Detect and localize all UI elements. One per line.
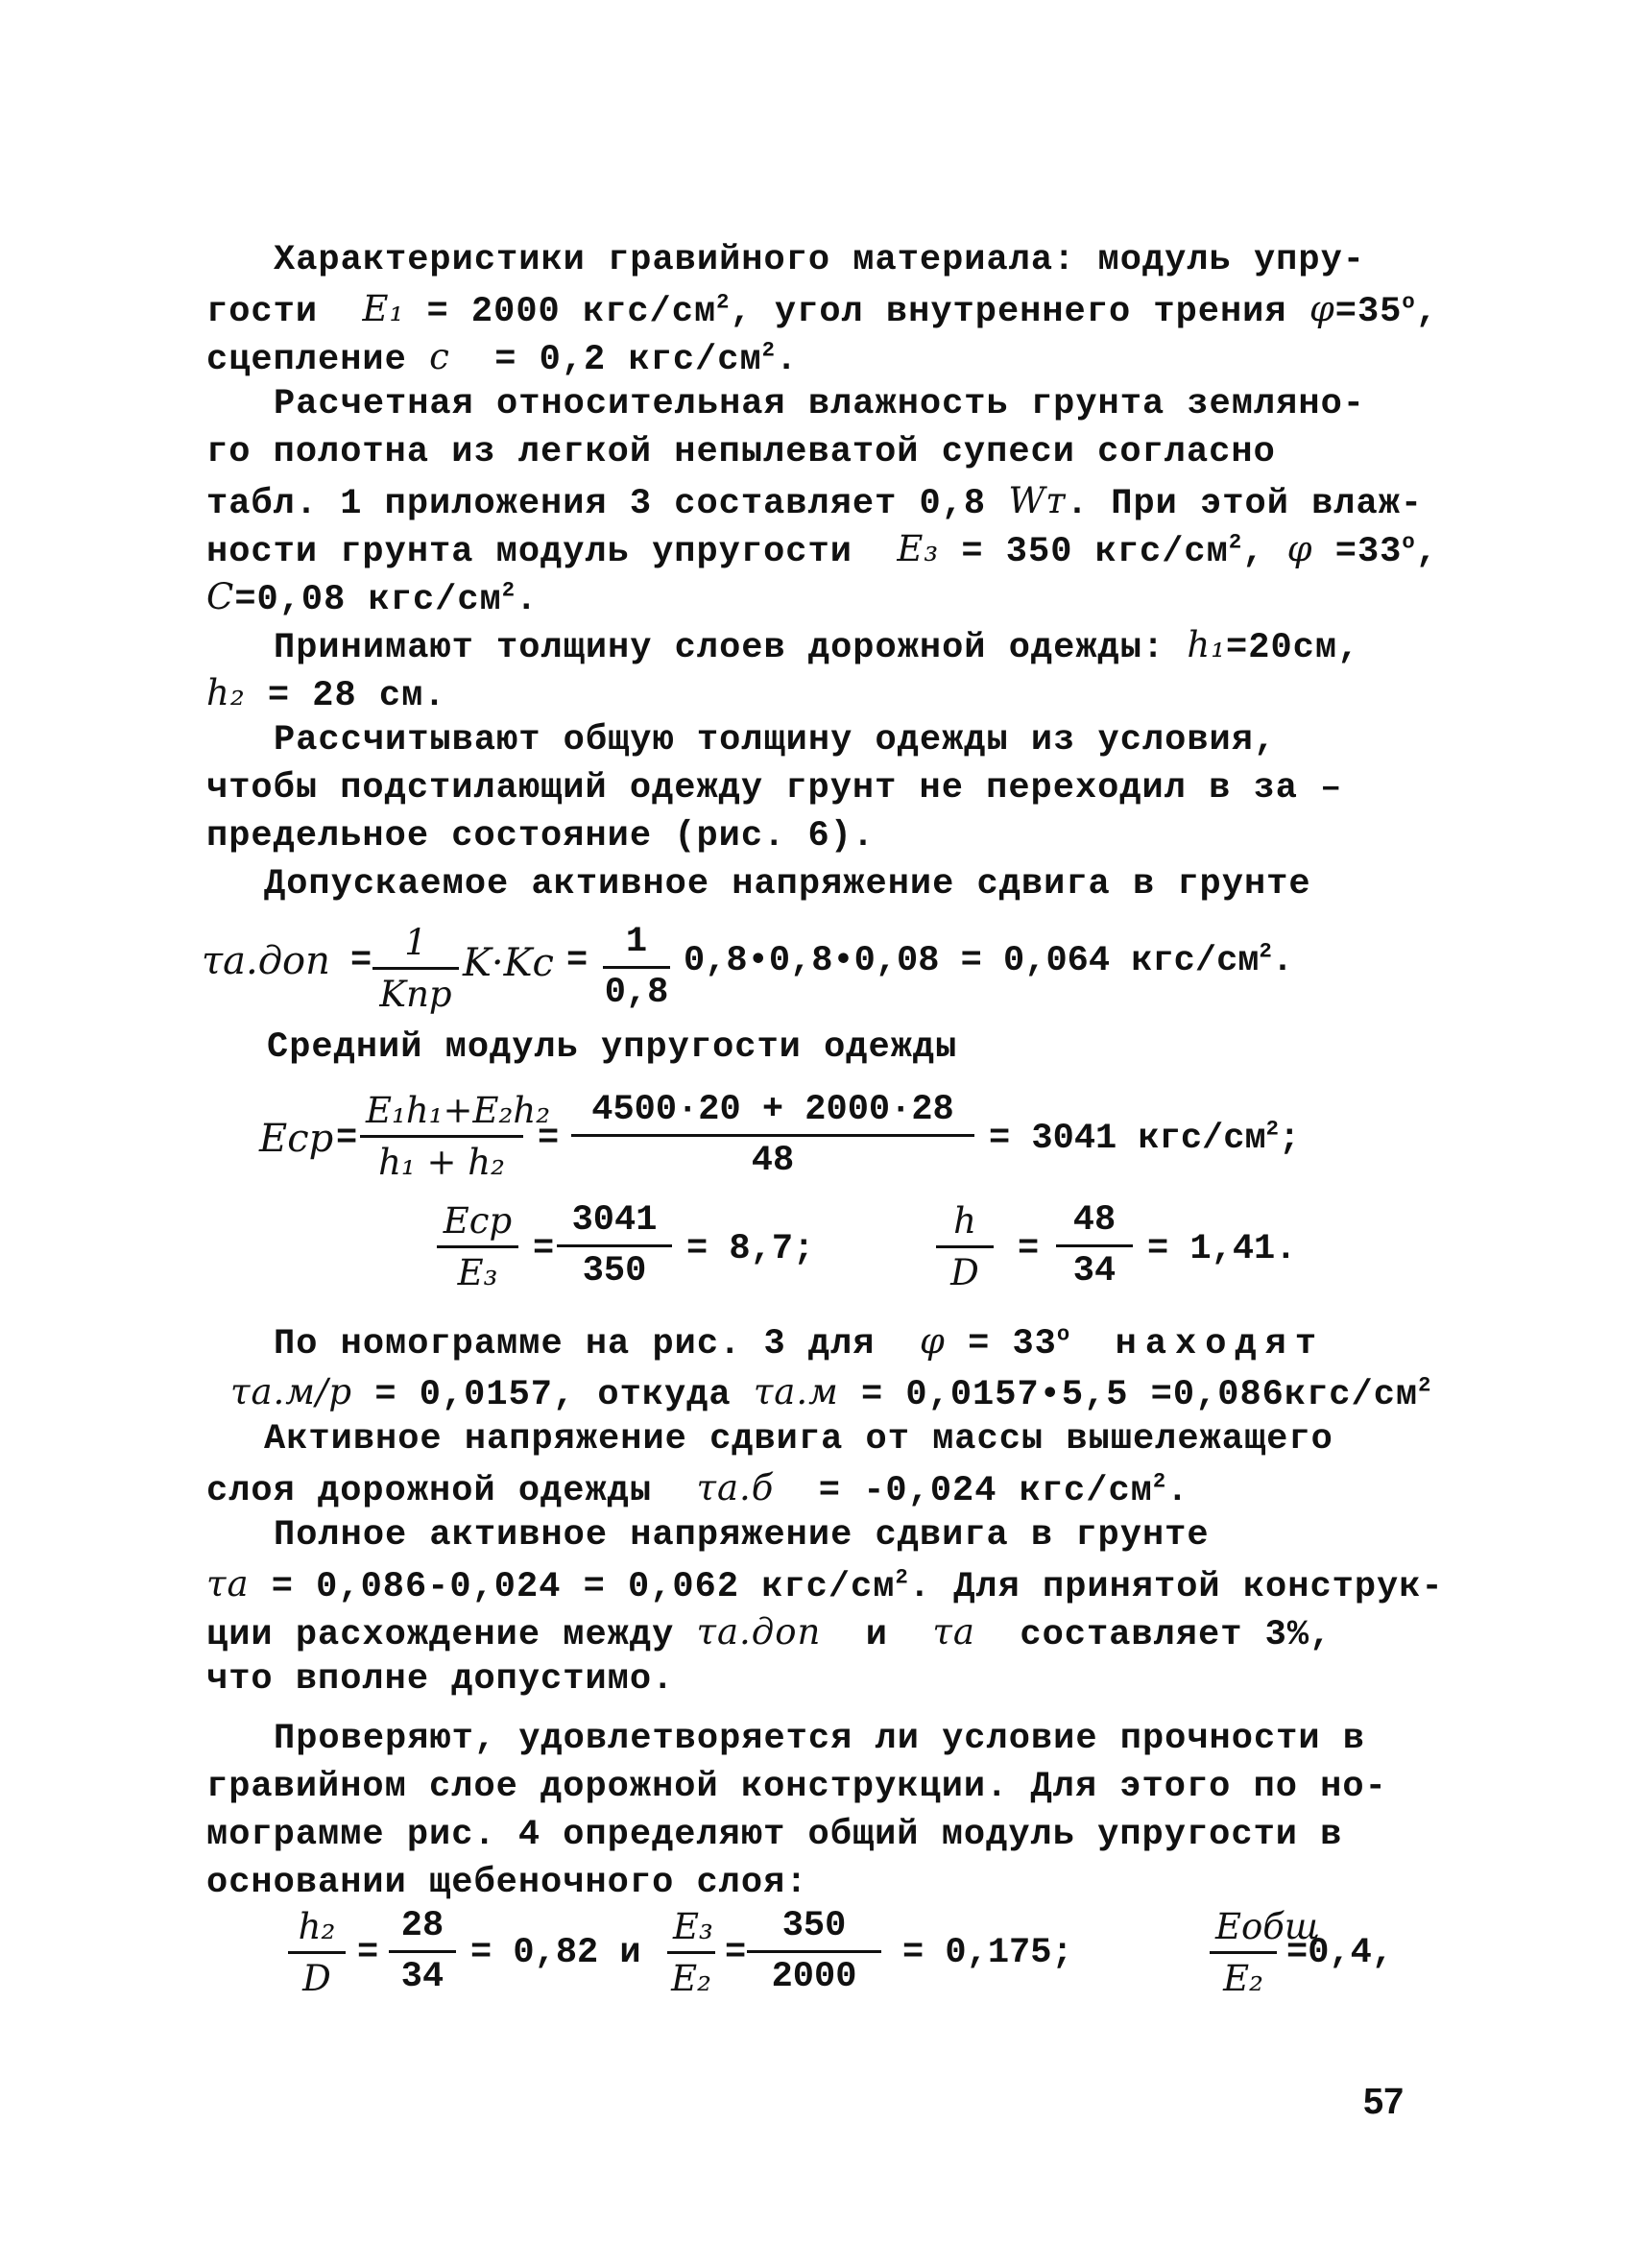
fraction: $\frac{4500\cdot 20 + 2000\cdot 28}{48}$	[571, 1090, 974, 1181]
text-line: сцепление c = 0,2 кгс/$см^2$.	[206, 336, 799, 380]
text-line: Допускаемое активное напряжение сдвига в грунте	[264, 864, 1311, 905]
text-line: Полное активное напряжение сдвига в грунте	[274, 1515, 1210, 1556]
fraction: 1 Kпр	[372, 922, 459, 1015]
fraction: Eобщ E₂	[1210, 1906, 1277, 1999]
equation-tau-adop: τa.доп = 1 Kпр K·Kc = $\frac{1}{0,8}$ 0,8•0,8•0,08 = 0,064 кгс/$см^2$.	[202, 922, 1294, 1015]
text-line: табл. 1 приложения 3 составляет 0,8 Wᴛ. При этой влаж-	[206, 480, 1424, 524]
fraction: $\frac{48}{34}$	[1056, 1200, 1133, 1291]
text-line: что вполне допустимо.	[206, 1659, 675, 1700]
fraction: $\frac{28}{34}$	[389, 1906, 456, 1997]
text-line: ности грунта модуль упругости E₃ = 350 кгс/$см^2$, $\varphi =33^o$,	[206, 528, 1438, 572]
text-line: Проверяют, удовлетворяется ли условие прочности в	[274, 1719, 1365, 1759]
text-line: слоя дорожной одежды τa.б = -0,024 кгс/$см^2$.	[206, 1467, 1189, 1511]
text-line: гравийном слое дорожной конструкции. Для этого по но-	[206, 1767, 1387, 1807]
fraction: Eср E₃	[437, 1200, 518, 1293]
fraction: $\frac{h}{D}$	[936, 1200, 994, 1293]
equation-ratios: Eср E₃ = $\frac{3041}{350}$ = 8,7; $\frac{h}{D}$ = $\frac{48}{34}$ = 1,41.	[437, 1200, 1445, 1315]
text-line: τa = 0,086-0,024 = 0,062 кгс/$см^2$. Для принятой конструк-	[206, 1563, 1444, 1607]
text-line: основании щебеночного слоя:	[206, 1863, 808, 1903]
equation-ecp: Eср = $\frac{\text{E₁h₁+E₂h₂}}{\text{h₁ + h₂}}$ = $\frac{4500\cdot 20 + 2000\cdot 28}{48}$ = 3041 кгс/$см^2$;	[259, 1090, 1301, 1183]
text-line: Активное напряжение сдвига от массы вышележащего	[264, 1419, 1333, 1460]
text-line: гости E₁ = 2000 кгс/$см^2$, угол внутреннего трения $\varphi=35^o$,	[206, 288, 1438, 332]
text-line: Характеристики гравийного материала: модуль упру-	[274, 240, 1365, 280]
text-line: чтобы подстилающий одежду грунт не переходил в за –	[206, 768, 1343, 808]
text-line: h₂ = 28 см.	[206, 672, 446, 716]
page-number: 57	[1363, 2082, 1405, 2122]
text-line: предельное состояние (рис. 6).	[206, 816, 876, 857]
fraction: $\frac{\text{E₁h₁+E₂h₂}}{\text{h₁ + h₂}}$	[360, 1090, 523, 1183]
text-line: C=0,08 кгс/$см^2$.	[206, 576, 539, 620]
fraction: $\frac{\text{E₃}}{\text{E₂}}$	[667, 1906, 715, 1999]
text-line: Рассчитывают общую толщину одежды из условия,	[274, 720, 1277, 760]
text-line: Принимают толщину слоев дорожной одежды: h₁=20см,	[274, 624, 1360, 668]
fraction: $\frac{\text{h₂}}{D}$	[288, 1906, 346, 1999]
text-line: мограмме рис. 4 определяют общий модуль упругости в	[206, 1815, 1343, 1855]
equation-modulus-ratios: $\frac{\text{h₂}}{D}$ = $\frac{28}{34}$ = 0,82 и $\frac{\text{E₃}}{\text{E₂}}$ = $\frac{350}{2000}$ = 0,175; Eобщ E₂ =0,4,	[288, 1906, 1440, 2012]
text-line: Расчетная относительная влажность грунта земляно-	[274, 384, 1365, 424]
text-line: τa.м/p = 0,0157, откуда τa.м = 0,0157•5,5 $=0,086кгс/см^2$	[230, 1371, 1432, 1415]
text-line: ции расхождение между τa.доп и τa составляет 3%,	[206, 1611, 1333, 1655]
fraction: $\frac{3041}{350}$	[557, 1200, 672, 1291]
text-line: го полотна из легкой непылеватой супеси согласно	[206, 432, 1276, 472]
text-line: Средний модуль упругости одежды	[267, 1027, 958, 1068]
text-line: По номограмме на рис. 3 для $\varphi = 33^o$ находят	[274, 1320, 1326, 1364]
fraction: $\frac{350}{2000}$	[747, 1906, 881, 1997]
fraction: $\frac{1}{0,8}$	[604, 922, 669, 1013]
